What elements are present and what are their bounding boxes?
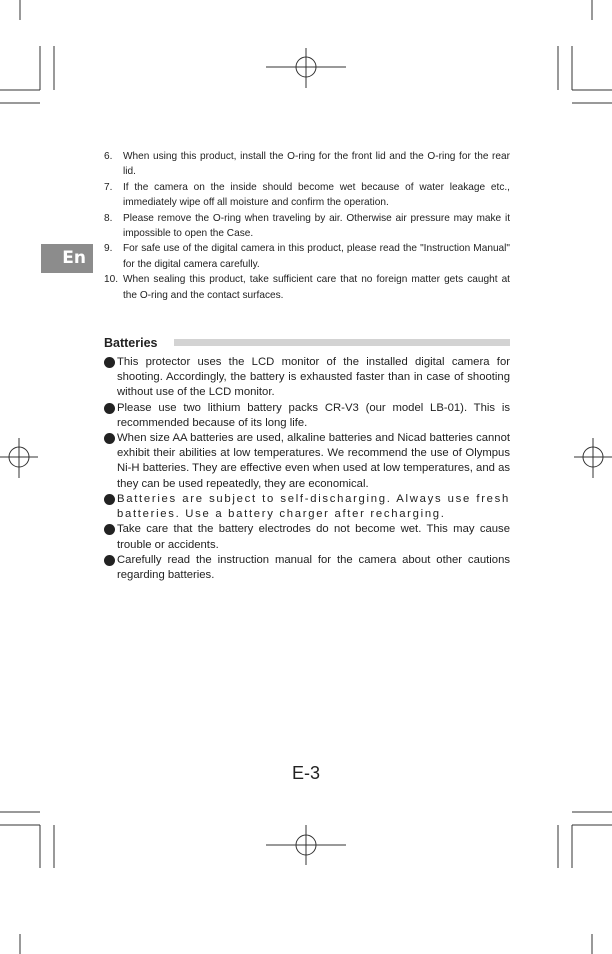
notes-list bbox=[104, 149, 510, 303]
battery-item-text: This protector uses the LCD monitor of the installed digital camera for shooting. Accordingly, the battery is exhausted faster than in case of shooting without use of the LCD monitor. bbox=[117, 356, 510, 399]
bullet-dot-icon bbox=[104, 555, 115, 566]
battery-item bbox=[104, 355, 510, 401]
language-tab bbox=[41, 244, 93, 273]
note-number: 7. bbox=[104, 181, 113, 193]
note-number: 6. bbox=[104, 151, 113, 162]
batteries-list bbox=[104, 355, 510, 583]
battery-item bbox=[104, 492, 510, 522]
note-item bbox=[104, 180, 510, 211]
bullet-dot-icon bbox=[104, 357, 115, 368]
note-number: 10. bbox=[104, 274, 119, 286]
note-number: 8. bbox=[104, 212, 113, 224]
battery-item bbox=[104, 553, 510, 583]
note-text: If the camera on the inside should become wet because of water leakage etc., immediately wipe off all moisture and confirm the operation. bbox=[123, 181, 510, 209]
note-text: For safe use of the digital camera in this product, please read the "Instruction Manual" for the digital camera carefully. bbox=[123, 243, 510, 270]
section-rule bbox=[174, 339, 510, 346]
bullet-dot-icon bbox=[104, 494, 115, 505]
note-item bbox=[104, 241, 510, 272]
batteries-section-header bbox=[104, 334, 510, 352]
page-number: E-3 bbox=[291, 763, 320, 783]
page-content bbox=[104, 149, 510, 583]
note-text: When sealing this product, take sufficient care that no foreign matter gets caught at the O-ring and the contact surfaces. bbox=[123, 274, 510, 301]
bullet-dot-icon bbox=[104, 403, 115, 414]
battery-item-text: Please use two lithium battery packs CR-V3 (our model LB-01). This is recommended because of its long life. bbox=[117, 401, 510, 429]
battery-item bbox=[104, 401, 510, 431]
note-item bbox=[104, 149, 510, 180]
section-title: Batteries bbox=[104, 336, 158, 351]
battery-item-text: Batteries are subject to self-discharging. Always use fresh batteries. Use a battery charger after recharging. bbox=[117, 492, 510, 521]
note-text: Please remove the O-ring when traveling by air. Otherwise air pressure may make it impossible to open the Case. bbox=[123, 212, 510, 240]
bullet-dot-icon bbox=[104, 524, 115, 535]
note-text: When using this product, install the O-ring for the front lid and the O-ring for the rear lid. bbox=[123, 151, 510, 178]
battery-item-text: When size AA batteries are used, alkaline batteries and Nicad batteries cannot exhibit their abilities at low temperatures. We recommend the use of Olympus Ni-H batteries. They are effective even when used at low temperatures, and as they can be used repeatedly, they are economical. bbox=[117, 432, 510, 490]
battery-item-text: Take care that the battery electrodes do not become wet. This may cause trouble or accidents. bbox=[117, 523, 510, 551]
battery-item-text: Carefully read the instruction manual for the camera about other cautions regarding batteries. bbox=[117, 553, 510, 581]
language-tab-label: En bbox=[62, 248, 86, 268]
battery-item bbox=[104, 522, 510, 552]
note-item bbox=[104, 211, 510, 242]
note-item bbox=[104, 272, 510, 303]
note-number: 9. bbox=[104, 243, 113, 255]
battery-item bbox=[104, 431, 510, 492]
bullet-dot-icon bbox=[104, 433, 115, 444]
